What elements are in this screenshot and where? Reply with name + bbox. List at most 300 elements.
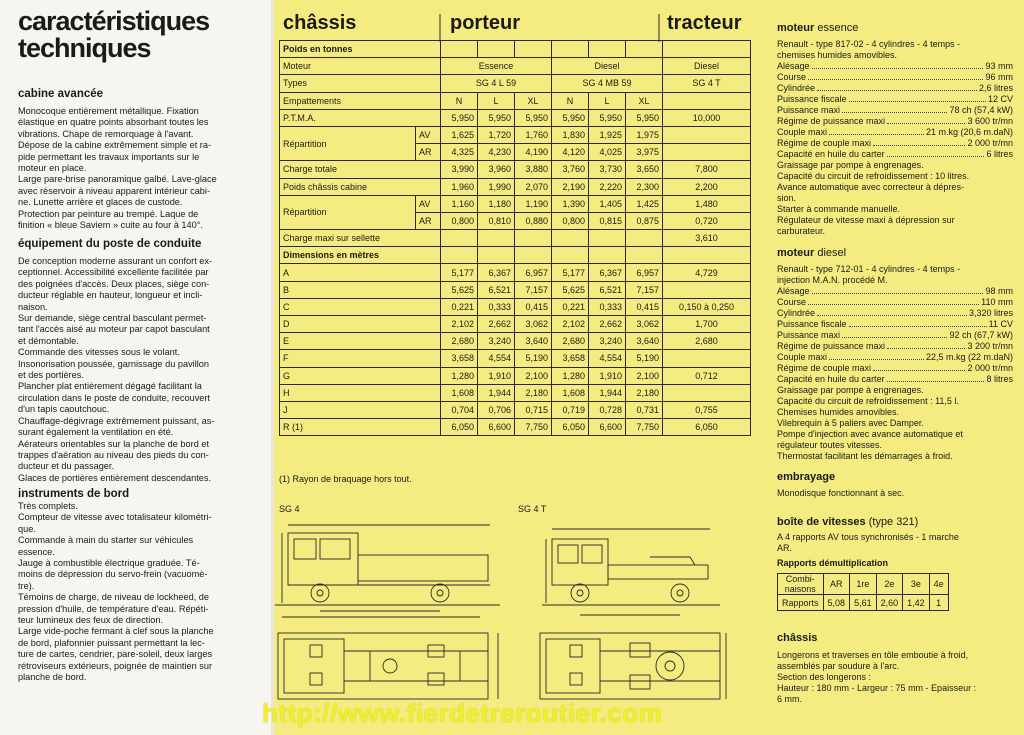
- table-cell: 2,680: [663, 333, 751, 350]
- table-cell: 6,050: [441, 419, 478, 436]
- spec-value: 3 200 tr/mn: [967, 341, 1013, 351]
- instruments-text: Très complets. Compteur de vitesse avec totalisateur kilométri- que. Commande à main du starter sur véhicules essence. Jauge à combustible électrique graduée. Té- moins de dépression du servo-frein (vacuomè- tre). Témoins de charge, de niveau de lockheed, de pression d'huile, de température d'eau. Répéti- teur lumineux des feux de direction. Large vide-poche fermant à clef sous la planche de bord, plafonnier puissant permettant la lec- ture de cartes, cendrier, pare-soleil, deux larges rétroviseurs extérieurs, poignée de maintien sur planche de bord.: [18, 501, 214, 683]
- spec-row: [777, 297, 1013, 308]
- table-cell: 1,608: [552, 384, 589, 401]
- spec-value: 96 mm: [985, 72, 1013, 82]
- spec-value: 2,6 litres: [978, 83, 1013, 93]
- table-cell: 4,729: [663, 264, 751, 281]
- embrayage-heading: embrayage: [777, 471, 836, 483]
- spec-row: [777, 308, 1013, 319]
- table-cell: [663, 247, 751, 264]
- boite-text: A 4 rapports AV tous synchronisés - 1 marche AR.: [777, 532, 959, 553]
- spec-row: [777, 319, 1013, 330]
- table-cell: 1,425: [626, 195, 663, 212]
- table-cell: 7,157: [626, 281, 663, 298]
- chassis-heading: châssis: [777, 632, 818, 644]
- table-cell: 3,760: [552, 161, 589, 178]
- spec-row: [777, 94, 1013, 105]
- table-cell: 3,610: [663, 230, 751, 247]
- spec-row: [777, 341, 1013, 352]
- table-cell: 2,180: [626, 384, 663, 401]
- spec-leader: [829, 127, 924, 135]
- table-cell: 1,990: [478, 178, 515, 195]
- table-cell: 4,554: [589, 350, 626, 367]
- table-cell: 4,190: [515, 144, 552, 161]
- spec-label: Cylindrée: [777, 83, 816, 93]
- spec-leader: [849, 94, 986, 102]
- table-cell: 1,760: [515, 126, 552, 143]
- spec-value: 98 mm: [985, 286, 1013, 296]
- table-cell: [663, 126, 751, 143]
- table-cell: SG 4 L 59: [441, 75, 552, 92]
- spec-label: Puissance fiscale: [777, 319, 847, 329]
- table-row: [280, 247, 751, 264]
- spec-row: [777, 127, 1013, 138]
- spec-value: 2 000 tr/mn: [967, 138, 1013, 148]
- table-cell: A: [280, 264, 441, 281]
- table-row: [280, 281, 751, 298]
- table-cell: 0,150 à 0,250: [663, 298, 751, 315]
- table-row: [280, 298, 751, 315]
- table-cell: SG 4 MB 59: [552, 75, 663, 92]
- gear-header-cell: 4e: [929, 574, 948, 595]
- table-footnote: (1) Rayon de braquage hors tout.: [279, 474, 412, 484]
- table-cell: 0,875: [626, 212, 663, 229]
- table-cell: 5,950: [478, 109, 515, 126]
- table-cell: 0,333: [478, 298, 515, 315]
- table-cell: [552, 230, 589, 247]
- table-cell: 1,280: [441, 367, 478, 384]
- table-cell: Répartition: [280, 195, 416, 229]
- header-porteur: porteur: [450, 12, 520, 34]
- table-cell: 1,975: [626, 126, 663, 143]
- spec-leader: [887, 374, 985, 382]
- spec-label: Capacité en huile du carter: [777, 374, 885, 384]
- table-cell: 6,367: [589, 264, 626, 281]
- spec-label: Cylindrée: [777, 308, 816, 318]
- gear-value-cell: 5,08: [823, 595, 850, 611]
- spec-value: 92 ch (67,7 kW): [949, 330, 1013, 340]
- table-cell: AV: [416, 195, 441, 212]
- table-cell: Charge maxi sur sellette: [280, 230, 441, 247]
- spec-leader: [829, 352, 924, 360]
- header-tracteur: tracteur: [667, 12, 742, 34]
- table-cell: 1,625: [441, 126, 478, 143]
- table-cell: 6,957: [626, 264, 663, 281]
- table-row: [280, 41, 751, 58]
- spec-label: Puissance fiscale: [777, 94, 847, 104]
- gear-header-cell: AR: [823, 574, 850, 595]
- table-cell: 1,405: [589, 195, 626, 212]
- table-cell: 0,810: [478, 212, 515, 229]
- spec-label: Régime de couple maxi: [777, 138, 872, 148]
- table-cell: B: [280, 281, 441, 298]
- table-cell: F: [280, 350, 441, 367]
- spec-value: 11 CV: [988, 319, 1013, 329]
- spec-label: Puissance maxi: [777, 330, 841, 340]
- spec-label: Course: [777, 72, 807, 82]
- table-cell: [441, 230, 478, 247]
- gear-value-cell: 1,42: [903, 595, 930, 611]
- spec-leader: [817, 308, 967, 316]
- table-cell: SG 4 T: [663, 75, 751, 92]
- table-cell: [626, 230, 663, 247]
- table-cell: 5,625: [552, 281, 589, 298]
- table-cell: 3,990: [441, 161, 478, 178]
- table-row: [280, 264, 751, 281]
- diagram-label-sg4: SG 4: [279, 504, 300, 514]
- table-cell: 1,925: [589, 126, 626, 143]
- table-cell: E: [280, 333, 441, 350]
- table-cell: [441, 41, 478, 58]
- moteur-essence-notes: Graissage par pompe à engrenages. Capacité du circuit de refroidissement : 10 litres. Avance automatique avec correcteur à dépres- sion. Starter à commande manuelle. Régulateur de vitesse maxi à dépression sur carburateur.: [777, 160, 970, 236]
- spec-label: Alésage: [777, 61, 810, 71]
- table-cell: C: [280, 298, 441, 315]
- spec-value: 78 ch (57,4 kW): [949, 105, 1013, 115]
- moteur-essence-heading: moteur essence: [777, 22, 859, 34]
- spec-value: 3,320 litres: [968, 308, 1013, 318]
- table-cell: 6,521: [478, 281, 515, 298]
- table-row: [280, 161, 751, 178]
- table-cell: 4,230: [478, 144, 515, 161]
- table-cell: AR: [416, 144, 441, 161]
- moteur-essence-specs: [777, 61, 1013, 160]
- table-cell: 0,755: [663, 401, 751, 418]
- header-chassis: châssis: [283, 12, 357, 34]
- table-cell: [478, 230, 515, 247]
- table-row: [280, 350, 751, 367]
- table-cell: [663, 92, 751, 109]
- table-cell: 3,975: [626, 144, 663, 161]
- table-cell: 6,600: [589, 419, 626, 436]
- table-cell: XL: [515, 92, 552, 109]
- moteur-diesel-specs: [777, 286, 1013, 385]
- table-cell: 1,480: [663, 195, 751, 212]
- spec-label: Course: [777, 297, 807, 307]
- table-cell: [515, 247, 552, 264]
- table-cell: 5,950: [515, 109, 552, 126]
- table-cell: 0,221: [552, 298, 589, 315]
- table-cell: 10,000: [663, 109, 751, 126]
- table-cell: 2,680: [441, 333, 478, 350]
- spec-row: [777, 149, 1013, 160]
- table-cell: 5,190: [626, 350, 663, 367]
- table-cell: 2,070: [515, 178, 552, 195]
- gear-header-cell: 3e: [903, 574, 930, 595]
- table-cell: Moteur: [280, 58, 441, 75]
- diagram-label-sg4t: SG 4 T: [518, 504, 547, 514]
- table-cell: 1,608: [441, 384, 478, 401]
- gear-header-cell: 2e: [876, 574, 903, 595]
- table-cell: 6,521: [589, 281, 626, 298]
- table-cell: 1,944: [589, 384, 626, 401]
- table-cell: 5,950: [441, 109, 478, 126]
- table-cell: 6,600: [478, 419, 515, 436]
- table-row: [280, 109, 751, 126]
- table-cell: 2,220: [589, 178, 626, 195]
- spec-leader: [873, 138, 965, 146]
- table-cell: 3,062: [515, 316, 552, 333]
- table-cell: 3,240: [478, 333, 515, 350]
- spec-leader: [842, 330, 947, 338]
- table-cell: 0,715: [515, 401, 552, 418]
- table-cell: Répartition: [280, 126, 416, 160]
- table-row: [280, 401, 751, 418]
- gear-value-cell: 5,61: [850, 595, 877, 611]
- gear-value-cell: Rapports: [778, 595, 824, 611]
- table-cell: 5,190: [515, 350, 552, 367]
- table-cell: XL: [626, 92, 663, 109]
- spec-value: 3 600 tr/mn: [967, 116, 1013, 126]
- boite-heading: boîte de vitesses (type 321): [777, 516, 919, 528]
- spec-value: 12 CV: [987, 94, 1013, 104]
- table-cell: [552, 247, 589, 264]
- characteristics-table: [279, 40, 751, 436]
- chassis-text: Longerons et traverses en tôle emboutie à froid, assemblés par soudure à l'arc. Section des longerons : Hauteur : 180 mm - Largeur : 75 mm - Epaisseur : 6 mm.: [777, 650, 977, 704]
- spec-label: Régime de puissance maxi: [777, 116, 886, 126]
- spec-row: [777, 352, 1013, 363]
- table-row: [280, 333, 751, 350]
- moteur-diesel-notes: Graissage par pompe à engrenages. Capacité du circuit de refroidissement : 11,5 l. Chemises humides amovibles. Vilebrequin à 5 paliers avec Damper. Pompe d'injection avec avance automatique et régulateur toutes vitesses. Thermostat facilitant les démarrages à froid.: [777, 385, 963, 461]
- table-cell: [478, 41, 515, 58]
- table-cell: 1,390: [552, 195, 589, 212]
- table-cell: 4,120: [552, 144, 589, 161]
- cabine-text: Monocoque entièrement métallique. Fixation élastique en quatre points absorbant toutes les vibrations. Chape de remorquage à l'avant. Dépose de la cabine extrêmement simple et ra- pide permettant les travaux importants sur le moteur en place. Large pare-brise panoramique galbé. Lave-glace avec réservoir à niveau apparent intérieur cabi- ne. Lunette arrière et glaces de custode. Protection par peinture au trempé. Laque de finition « bleue Saviem » cuite au four à 140°.: [18, 106, 217, 231]
- table-row: [280, 92, 751, 109]
- table-cell: 1,830: [552, 126, 589, 143]
- table-cell: Dimensions en mètres: [280, 247, 441, 264]
- table-cell: 0,880: [515, 212, 552, 229]
- spec-row: [777, 374, 1013, 385]
- table-cell: 6,367: [478, 264, 515, 281]
- table-row: [280, 419, 751, 436]
- table-cell: 1,910: [589, 367, 626, 384]
- table-cell: 1,720: [478, 126, 515, 143]
- rapports-heading: Rapports démultiplication: [777, 558, 889, 568]
- table-cell: Charge totale: [280, 161, 441, 178]
- table-cell: 2,300: [626, 178, 663, 195]
- table-cell: [441, 247, 478, 264]
- spec-leader: [808, 72, 983, 80]
- table-cell: 0,800: [552, 212, 589, 229]
- table-cell: 0,704: [441, 401, 478, 418]
- spec-label: Capacité en huile du carter: [777, 149, 885, 159]
- spec-row: [777, 138, 1013, 149]
- table-cell: R (1): [280, 419, 441, 436]
- spec-value: 6 litres: [986, 149, 1013, 159]
- table-cell: 5,950: [552, 109, 589, 126]
- table-cell: 2,662: [589, 316, 626, 333]
- table-cell: 6,050: [663, 419, 751, 436]
- table-cell: 0,800: [441, 212, 478, 229]
- spec-row: [777, 330, 1013, 341]
- cabine-heading: cabine avancée: [18, 88, 104, 100]
- table-cell: 0,720: [663, 212, 751, 229]
- table-row: [280, 195, 751, 212]
- table-cell: 1,280: [552, 367, 589, 384]
- table-cell: N: [441, 92, 478, 109]
- table-cell: 6,050: [552, 419, 589, 436]
- spec-leader: [812, 286, 984, 294]
- table-cell: Empattements: [280, 92, 441, 109]
- table-cell: 0,415: [515, 298, 552, 315]
- table-cell: [626, 41, 663, 58]
- gear-value-cell: 2,60: [876, 595, 903, 611]
- spec-label: Puissance maxi: [777, 105, 841, 115]
- table-cell: 1,700: [663, 316, 751, 333]
- table-cell: 4,325: [441, 144, 478, 161]
- table-row: [280, 75, 751, 92]
- table-cell: [663, 144, 751, 161]
- table-cell: Poids châssis cabine: [280, 178, 441, 195]
- table-cell: 0,719: [552, 401, 589, 418]
- table-cell: [515, 41, 552, 58]
- table-cell: 0,221: [441, 298, 478, 315]
- poste-text: De conception moderne assurant un confort ex- ceptionnel. Accessibilité excellente facilitée par des poignées d'accès. Deux places, siège con- ducteur réglable en hauteur, longueur et incli- naison. Sur demande, siège central basculant permet- tant l'accès aisé au moteur par capot basculant et démontable. Commande des vitesses sous le volant. Insonorisation poussée, garnissage du pavillon et des portières. Plancher plat entièrement dégagé facilitant la circulation dans le poste de conduite, recouvert d'un tapis caoutchouc. Chauffage-dégivrage extrêmement puissant, as- surant également la ventilation en été. Aérateurs orientables sur la planche de bord et trappes d'aération au niveau des pieds du con- ducteur et du passager. Glaces de portières entièrement descendantes.: [18, 256, 215, 483]
- table-cell: 0,728: [589, 401, 626, 418]
- table-cell: [663, 384, 751, 401]
- table-cell: 3,240: [589, 333, 626, 350]
- spec-label: Régime de puissance maxi: [777, 341, 886, 351]
- spec-label: Couple maxi: [777, 127, 828, 137]
- table-cell: 2,662: [478, 316, 515, 333]
- table-cell: 3,640: [626, 333, 663, 350]
- table-cell: AV: [416, 126, 441, 143]
- moteur-essence-intro: Renault - type 817-02 - 4 cylindres - 4 temps - chemises humides amovibles.: [777, 39, 961, 60]
- spec-leader: [808, 297, 979, 305]
- table-cell: 2,180: [515, 384, 552, 401]
- spec-leader: [849, 319, 987, 327]
- table-cell: Essence: [441, 58, 552, 75]
- table-cell: 7,750: [515, 419, 552, 436]
- sg4t-top-view: [540, 633, 726, 699]
- table-cell: L: [478, 92, 515, 109]
- table-cell: AR: [416, 212, 441, 229]
- spec-row: [777, 83, 1013, 94]
- table-cell: 2,680: [552, 333, 589, 350]
- table-cell: 0,706: [478, 401, 515, 418]
- table-cell: 3,658: [552, 350, 589, 367]
- table-cell: 3,730: [589, 161, 626, 178]
- truck-drawings: [270, 515, 770, 715]
- table-cell: 3,658: [441, 350, 478, 367]
- table-cell: 2,100: [626, 367, 663, 384]
- table-cell: L: [589, 92, 626, 109]
- table-cell: 7,750: [626, 419, 663, 436]
- table-cell: 0,815: [589, 212, 626, 229]
- table-cell: [589, 230, 626, 247]
- table-cell: 4,025: [589, 144, 626, 161]
- table-row: [280, 316, 751, 333]
- table-cell: 1,910: [478, 367, 515, 384]
- table-row: [280, 178, 751, 195]
- table-row: [280, 58, 751, 75]
- table-cell: [663, 41, 751, 58]
- table-cell: Diesel: [552, 58, 663, 75]
- spec-value: 2 000 tr/mn: [967, 363, 1013, 373]
- spec-row: [777, 72, 1013, 83]
- table-cell: Diesel: [663, 58, 751, 75]
- embrayage-text: Monodisque fonctionnant à sec.: [777, 488, 905, 498]
- table-cell: 5,177: [552, 264, 589, 281]
- spec-row: [777, 286, 1013, 297]
- page-title: caractéristiques techniques: [18, 6, 210, 63]
- table-cell: P.T.M.A.: [280, 109, 441, 126]
- table-cell: 3,062: [626, 316, 663, 333]
- table-cell: G: [280, 367, 441, 384]
- table-cell: 1,180: [478, 195, 515, 212]
- table-cell: 3,960: [478, 161, 515, 178]
- table-cell: 2,100: [515, 367, 552, 384]
- table-cell: 4,554: [478, 350, 515, 367]
- table-cell: [626, 247, 663, 264]
- table-cell: 7,157: [515, 281, 552, 298]
- spec-leader: [873, 363, 965, 371]
- table-cell: 0,333: [589, 298, 626, 315]
- sg4-side-view: [275, 525, 500, 617]
- table-cell: 0,415: [626, 298, 663, 315]
- spec-row: [777, 61, 1013, 72]
- spec-leader: [842, 105, 947, 113]
- spec-leader: [887, 341, 965, 349]
- table-cell: 0,731: [626, 401, 663, 418]
- sg4-top-view: [278, 633, 498, 699]
- spec-value: 93 mm: [985, 61, 1013, 71]
- table-cell: 1,190: [515, 195, 552, 212]
- table-cell: [589, 247, 626, 264]
- moteur-diesel-heading: moteur diesel: [777, 247, 847, 259]
- table-cell: [589, 41, 626, 58]
- table-cell: 5,625: [441, 281, 478, 298]
- spec-value: 21 m.kg (20,6 m.daN): [925, 127, 1013, 137]
- table-cell: 2,190: [552, 178, 589, 195]
- poste-heading: équipement du poste de conduite: [18, 238, 202, 250]
- table-cell: 3,650: [626, 161, 663, 178]
- table-cell: [663, 281, 751, 298]
- table-cell: Types: [280, 75, 441, 92]
- table-cell: 6,957: [515, 264, 552, 281]
- table-cell: 1,944: [478, 384, 515, 401]
- table-cell: 3,640: [515, 333, 552, 350]
- table-cell: [663, 350, 751, 367]
- gear-header-cell: 1re: [850, 574, 877, 595]
- instruments-heading: instruments de bord: [18, 488, 130, 500]
- spec-leader: [887, 116, 965, 124]
- table-cell: 1,160: [441, 195, 478, 212]
- table-cell: 2,200: [663, 178, 751, 195]
- table-cell: J: [280, 401, 441, 418]
- table-cell: 3,880: [515, 161, 552, 178]
- spec-label: Couple maxi: [777, 352, 828, 362]
- table-row: [280, 384, 751, 401]
- watermark-url: http://www.fierdetreroutier.com: [262, 698, 663, 728]
- spec-value: 110 mm: [981, 297, 1013, 307]
- table-cell: N: [552, 92, 589, 109]
- spec-label: Alésage: [777, 286, 810, 296]
- spec-leader: [817, 83, 977, 91]
- table-cell: 5,950: [626, 109, 663, 126]
- table-row: [280, 367, 751, 384]
- table-cell: Poids en tonnes: [280, 41, 441, 58]
- table-cell: 0,712: [663, 367, 751, 384]
- table-cell: 7,800: [663, 161, 751, 178]
- table-cell: 1,960: [441, 178, 478, 195]
- spec-leader: [812, 61, 984, 69]
- table-cell: [478, 247, 515, 264]
- table-cell: 5,177: [441, 264, 478, 281]
- table-cell: 2,102: [552, 316, 589, 333]
- spec-label: Régime de couple maxi: [777, 363, 872, 373]
